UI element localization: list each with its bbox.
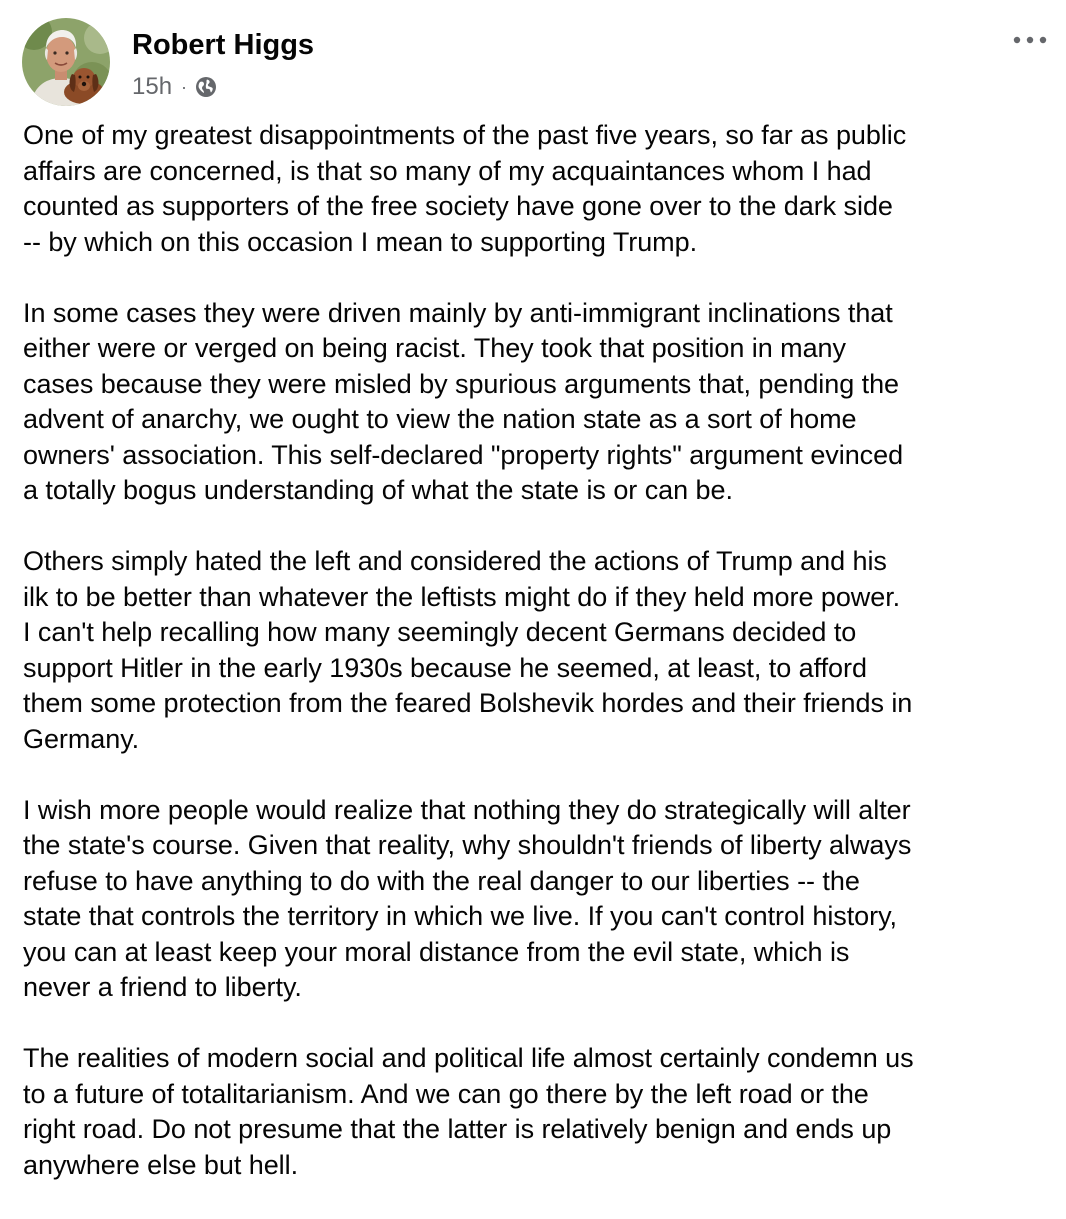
- more-horizontal-icon: [1012, 35, 1048, 45]
- post-paragraph: I wish more people would realize that nothing they do strategically will alter the state's course. Given that reality, why shouldn't friends of liberty always refuse to have anything to do with the real danger to our liberties -- the state that controls the territory in which we live. If you can't control history, you can at least keep your moral distance from the evil state, which is never a friend to liberty.: [23, 794, 912, 1002]
- post-meta: [132, 72, 217, 102]
- post-timestamp[interactable]: 15h: [132, 73, 173, 100]
- post-paragraph: Others simply hated the left and considered the actions of Trump and his ilk to be better than whatever the leftists might do if they held more power. I can't help recalling how many seemingly decent Germans decided to support Hitler in the early 1930s because he seemed, at least, to afford them some protection from the feared Bolshevik hordes and their friends in Germany.: [23, 546, 913, 754]
- post-text: [23, 118, 1053, 1219]
- author-avatar[interactable]: [22, 18, 110, 106]
- author-name[interactable]: Robert Higgs: [132, 29, 315, 61]
- profile-photo-icon: [22, 18, 110, 106]
- globe-icon[interactable]: [195, 76, 217, 98]
- meta-separator: ·: [181, 76, 188, 97]
- post-paragraph: In some cases they were driven mainly by anti-immigrant inclinations that either were or verged on being racist. They took that position in many cases because they were misled by spurious arguments that, pending the advent of anarchy, we ought to view the nation state as a sort of home owners' association. This self-declared "property rights" argument evinced a totally bogus understanding of what the state is or can be.: [23, 297, 904, 505]
- more-options-button[interactable]: [1006, 24, 1054, 56]
- post-paragraph: One of my greatest disappointments of the past five years, so far as public affairs are concerned, is that so many of my acquaintances whom I had counted as supporters of the free society have gone over to the dark side -- by which on this occasion I mean to supporting Trump.: [23, 120, 907, 257]
- post-paragraph: The realities of modern social and political life almost certainly condemn us to a future of totalitarianism. And we can go there by the left road or the right road. Do not presume that the latter is relatively benign and ends up anywhere else but hell.: [23, 1043, 914, 1180]
